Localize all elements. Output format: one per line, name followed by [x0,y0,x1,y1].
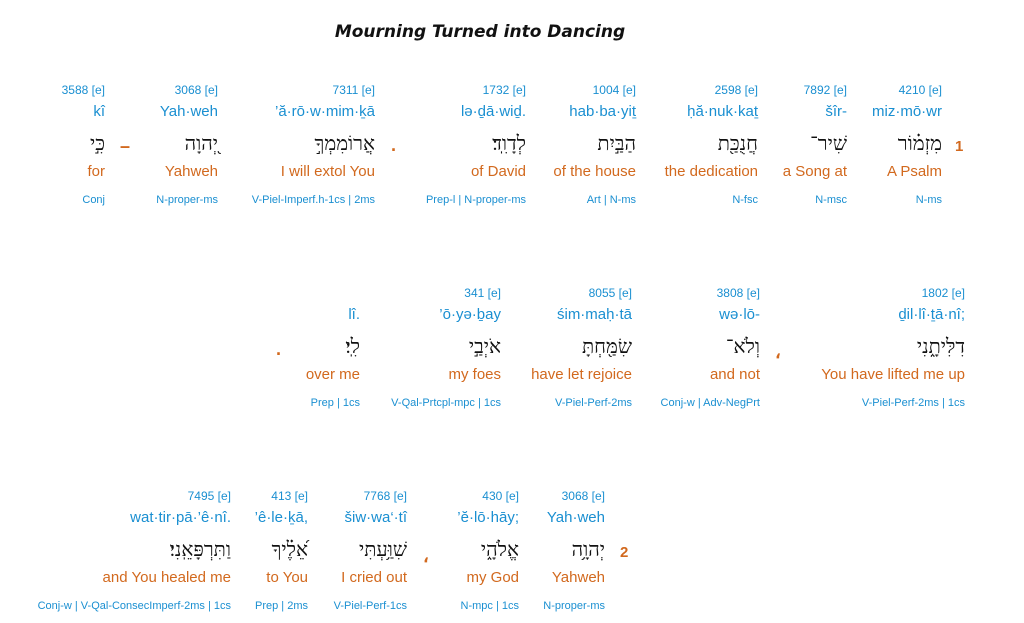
english-gloss: I will extol You [280,163,375,180]
english-gloss: over me [305,366,360,383]
parsing[interactable]: Conj-w | V-Qal-ConsecImperf-2ms | 1cs [37,600,231,612]
english-gloss: Yahweh [164,163,218,180]
word-block[interactable] [0,286,360,416]
strongs-number[interactable]: 430 [e] [482,489,519,503]
transliteration: ḏil·lî·ṯā·nî; [898,306,965,323]
english-gloss: the dedication [664,163,758,180]
hebrew-word: דִלִּיתָ֑נִי [916,334,965,358]
hebrew-word: לִֽי׃ [345,334,360,358]
word-block[interactable] [0,489,231,619]
strongs-number[interactable]: 1802 [e] [921,286,965,300]
transliteration: lî. [348,306,360,323]
transliteration: Yah·weh [546,509,605,526]
parsing[interactable]: N-proper-ms [543,600,605,612]
hebrew-word: הַבַּ֣יִת [597,131,636,155]
hebrew-word: מִזְמ֗וֹר [897,131,942,155]
transliteration: ḥă·nuk·kaṯ [687,103,758,120]
hebrew-word: וְלֹא־ [725,334,760,358]
hebrew-word: שִׁוַּ֥עְתִּי [358,537,407,561]
parsing[interactable]: Prep-l | N-proper-ms [425,194,526,206]
strongs-number[interactable]: 1004 [e] [592,83,636,97]
english-gloss: and not [709,366,760,383]
transliteration: ’ê·le·ḵā, [254,509,308,526]
parsing[interactable]: N-fsc [732,194,758,206]
transliteration: šîr- [825,103,847,120]
sentence-dot: · [391,140,397,160]
verse-number[interactable]: 2 [620,544,629,561]
parsing[interactable]: N-mpc | 1cs [460,600,519,612]
strongs-number[interactable]: 3588 [e] [61,83,105,97]
strongs-number[interactable]: 7495 [e] [187,489,231,503]
english-gloss: A Psalm [886,163,942,180]
strongs-number[interactable]: 3068 [e] [561,489,605,503]
parsing[interactable]: Prep | 2ms [255,600,308,612]
hebrew-word: לְדָוִֽד׃ [492,131,526,155]
parsing[interactable]: V-Piel-Imperf.h-1cs | 2ms [251,194,375,206]
hebrew-word: אֹיְבַ֣י [468,334,501,358]
english-gloss: and You healed me [102,569,231,586]
english-gloss: to You [266,569,308,586]
parsing[interactable]: N-ms [915,194,942,206]
verse-number[interactable]: 1 [955,138,964,155]
parsing[interactable]: V-Piel-Perf-2ms | 1cs [861,397,965,409]
strongs-number[interactable]: 341 [e] [464,286,501,300]
transliteration: ’ă·rō·w·mim·ḵā [275,103,375,120]
english-gloss: Yahweh [551,569,605,586]
transliteration: ’ĕ·lō·hāy; [457,509,519,526]
english-gloss: have let rejoice [531,366,632,383]
hebrew-word: אֱלֹהָ֑י [480,537,519,561]
parsing[interactable]: V-Qal-Prtcpl-mpc | 1cs [391,397,501,409]
transliteration: Yah·weh [159,103,218,120]
strongs-number[interactable]: 7311 [e] [332,83,375,97]
page-title: Mourning Turned into Dancing [334,22,626,42]
transliteration: śim·maḥ·tā [556,306,632,323]
parsing[interactable]: N-msc [815,194,847,206]
english-gloss: of the house [553,163,636,180]
parsing[interactable]: Prep | 1cs [310,397,360,409]
strongs-number[interactable]: 7768 [e] [363,489,407,503]
english-gloss: of David [470,163,526,180]
english-gloss: for [87,163,105,180]
parsing[interactable]: V-Piel-Perf-1cs [333,600,407,612]
strongs-number[interactable]: 4210 [e] [898,83,942,97]
transliteration: wat·tir·pā·’ê·nî. [130,509,231,526]
strongs-number[interactable]: 1732 [e] [482,83,526,97]
strongs-number[interactable]: 8055 [e] [588,286,632,300]
parsing[interactable]: V-Piel-Perf-2ms [554,397,632,409]
english-gloss: I cried out [341,569,407,586]
strongs-number[interactable]: 3808 [e] [716,286,760,300]
english-gloss: You have lifted me up [821,366,965,383]
word-block[interactable] [0,83,105,213]
transliteration: hab·ba·yiṯ [569,103,636,120]
hebrew-word: שִׂמַּ֖חְתָּ [581,334,632,358]
transliteration: miz·mō·wr [872,103,942,120]
transliteration: šiw·wa‘·tî [344,509,407,526]
english-gloss: my foes [448,366,501,383]
strongs-number[interactable]: 2598 [e] [714,83,758,97]
parsing[interactable]: N-proper-ms [156,194,218,206]
transliteration: ’ō·yə·ḇay [439,306,501,323]
hebrew-word: אֲרוֹמִמְךָ֣ [314,131,375,155]
parsing[interactable]: Art | N-ms [586,194,636,206]
comma-mark: ، [423,546,429,566]
english-gloss: a Song at [782,163,847,180]
transliteration: kî [93,103,105,120]
strongs-number[interactable]: 7892 [e] [803,83,847,97]
hebrew-word: כִּ֣י [89,131,105,155]
sentence-dot: · [276,344,282,364]
parsing[interactable]: Conj-w | Adv-NegPrt [660,397,760,409]
hebrew-word: יְ֭הוָה [184,131,218,155]
hebrew-word: אֵ֝לֶ֗יךָ [271,537,308,561]
english-gloss: my God [466,569,519,586]
transliteration: wə·lō- [719,306,760,323]
strongs-number[interactable]: 3068 [e] [174,83,218,97]
hebrew-word: חֲנֻכַּ֖ת [717,131,758,155]
hebrew-word: יְהוָ֥ה [571,537,605,561]
parsing[interactable]: Conj [82,194,105,206]
strongs-number[interactable]: 413 [e] [271,489,308,503]
hebrew-word: שִׁיר־ [810,131,847,155]
hebrew-word: וַתִּרְפָּאֵֽנִי׃ [169,537,231,561]
comma-mark: ، [775,342,781,362]
transliteration: lə·ḏā·wiḏ. [460,103,526,120]
maqaf-dash: – [120,136,131,156]
